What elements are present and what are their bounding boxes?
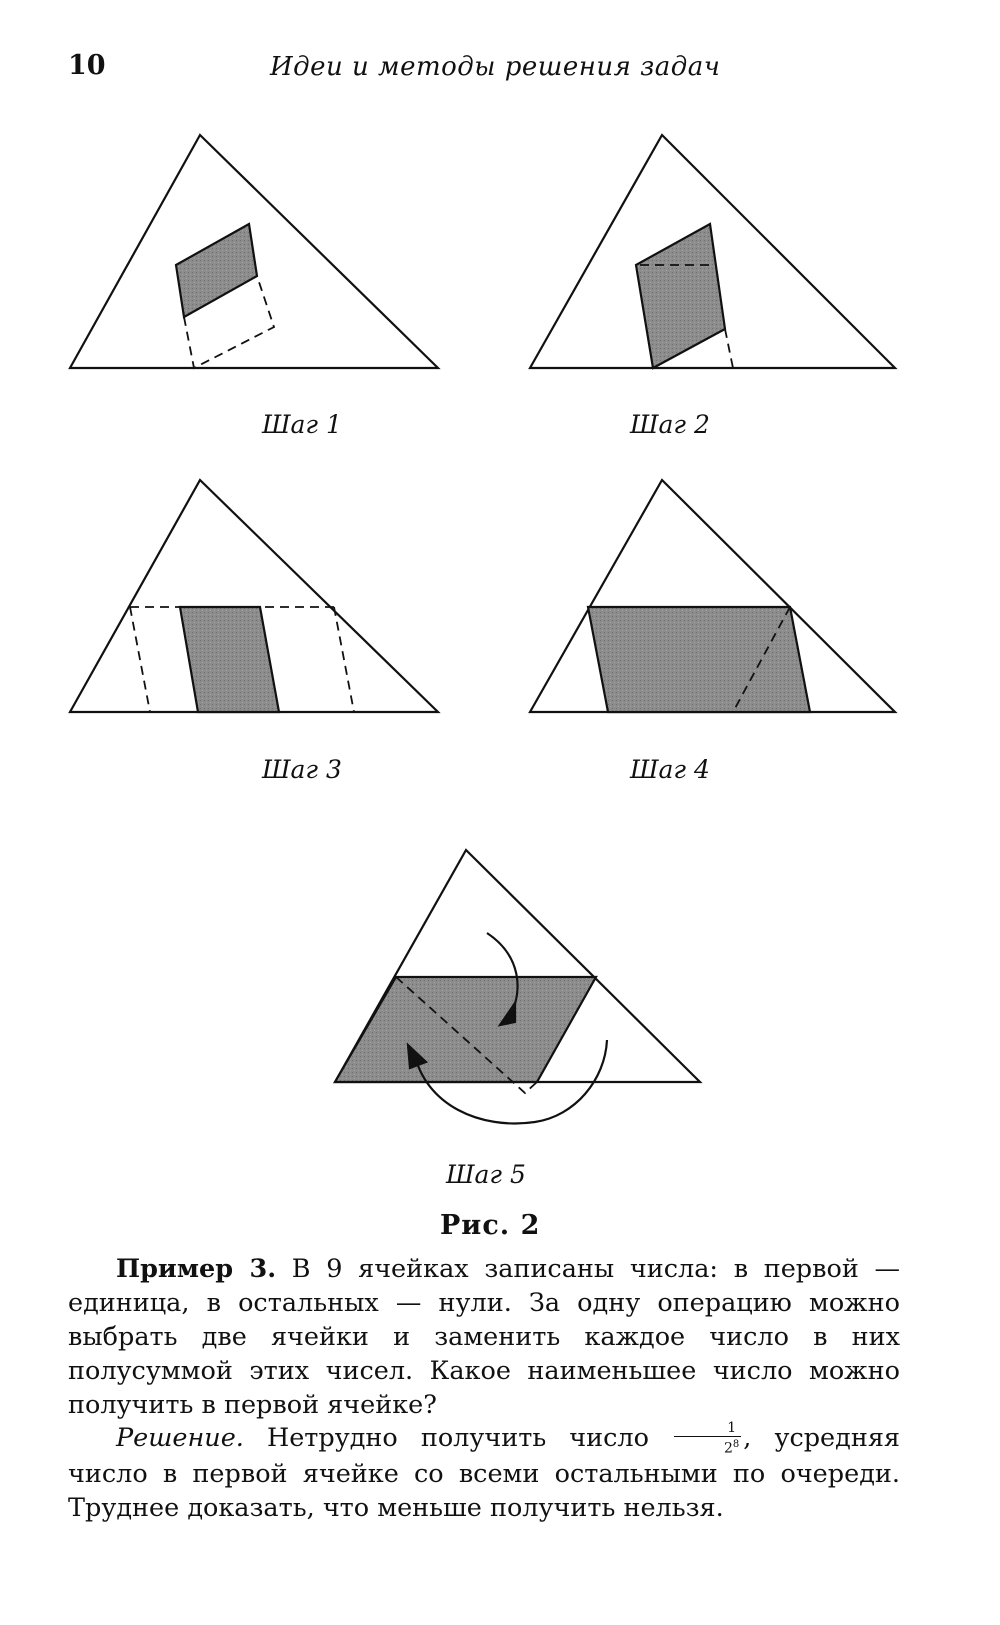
step-3-dashed-left (130, 607, 150, 712)
step-1-shaded-parallelogram (176, 224, 257, 317)
step-2-shaded-parallelogram (636, 224, 725, 368)
step-3-shaded-parallelogram (180, 607, 279, 712)
step-2-caption: Шаг 2 (630, 410, 710, 439)
example-text: В 9 ячейках записаны числа: в первой — единица, в остальных — нули. За одну операцию можно выбрать две ячейки и заменить каждое число в них полусуммой этих чисел. Какое наименьшее число можно получить в первой ячейке? (68, 1254, 901, 1420)
step-2-dashed-line-right (725, 329, 733, 368)
step-5-shaded-parallelogram (335, 977, 596, 1082)
example-paragraph (68, 1252, 900, 1422)
step-5-caption: Шаг 5 (446, 1160, 526, 1189)
fraction-denominator-base: 2 (724, 1440, 733, 1457)
running-title: Идеи и методы решения задач (270, 52, 721, 82)
step-5-diagram (335, 850, 700, 1123)
fraction-denominator-exp: 8 (732, 1439, 740, 1451)
solution-paragraph (68, 1421, 900, 1525)
fraction (674, 1421, 741, 1457)
step-3-dashed-right (334, 607, 354, 712)
figure-caption: Рис. 2 (440, 1210, 541, 1241)
fraction-denominator (674, 1437, 741, 1457)
fraction-numerator: 1 (674, 1421, 741, 1437)
example-label: Пример 3. (116, 1254, 277, 1284)
step-4-caption: Шаг 4 (630, 755, 710, 784)
step-4-diagram (530, 480, 895, 712)
step-1-caption: Шаг 1 (262, 410, 342, 439)
solution-text-after: , усредняя число в первой ячейке со всеми остальными по очереди. Труднее доказать, что меньше получить нельзя. (68, 1423, 901, 1523)
step-4-shaded-parallelogram (588, 607, 810, 712)
page-number: 10 (68, 50, 106, 81)
step-3-caption: Шаг 3 (262, 755, 342, 784)
solution-label: Решение. (116, 1423, 244, 1453)
step-2-diagram (530, 135, 895, 368)
step-1-diagram (70, 135, 438, 368)
step-3-diagram (70, 480, 438, 712)
solution-text-before: Нетрудно получить число (266, 1423, 649, 1453)
